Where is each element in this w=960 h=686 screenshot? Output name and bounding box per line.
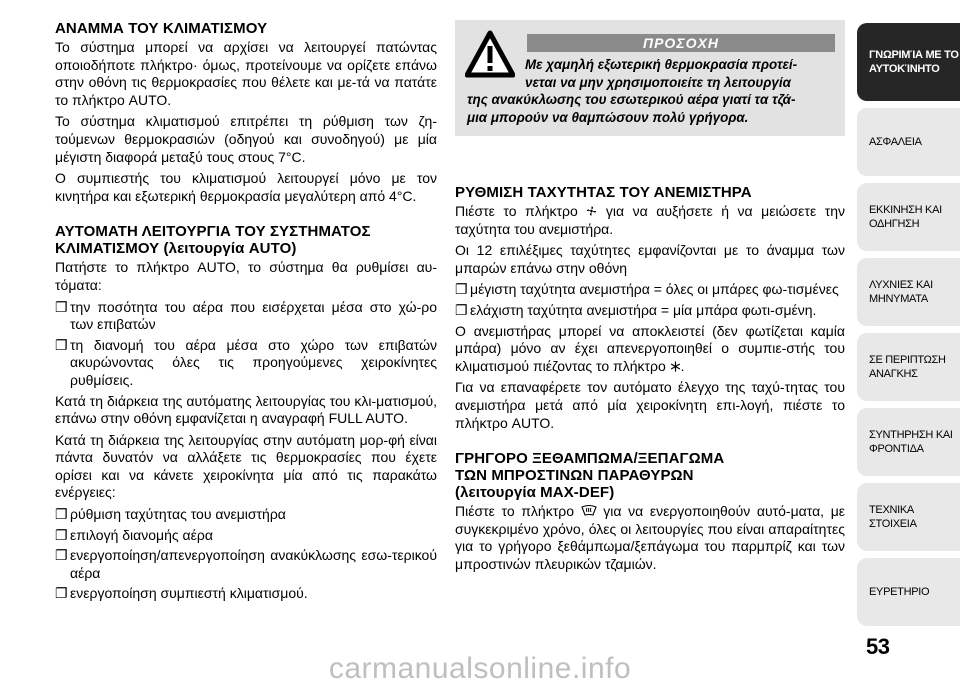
bullet-box-icon: ❐ (55, 547, 68, 564)
bullet-item: ❐ ελάχιστη ταχύτητα ανεμιστήρα = μία μπάρα φωτι-σμένη. (455, 301, 817, 318)
sidebar-tab-maintenance[interactable]: ΣΥΝΤΗΡΗΣΗ ΚΑΙ ΦΡΟΝΤΙΔΑ (857, 408, 960, 476)
paragraph: Πιέστε το πλήκτρο για να ενεργοποιηθούν αυτό-ματα, με συγκεκριμένο χρόνο, όλες οι λειτουργίες που είναι απαραίτητες για το γρήγορο ξεθάμπωμα/ξεπάγωμα του παρμπρίζ και των μπροστινών πλευρικών τζαμιών. (455, 503, 846, 572)
bullet-box-icon: ❐ (55, 585, 68, 602)
bullet-item: ❐ ενεργοποίηση συμπιεστή κλιματισμού. (55, 585, 308, 602)
bullet-box-icon: ❐ (455, 301, 468, 318)
bullet-box-icon: ❐ (55, 506, 68, 523)
heading-auto-mode (55, 223, 437, 257)
paragraph: Για να επαναφέρετε τον αυτόματο έλεγχο της ταχύ-τητας του ανεμιστήρα μετά από μία χειροκίνητη επι-λογή, πιέστε το πλήκτρο AUTO. (455, 379, 845, 431)
paragraph: Ο συμπιεστής του κλιματισμού λειτουργεί μόνο με τον κινητήρα και εξωτερική θερμοκρασία μεγαλύτερη από 4°C. (55, 170, 437, 204)
heading-line: ΑΥΤΟΜΑΤΗ ΛΕΙΤΟΥΡΓΙΑ ΤΟΥ ΣΥΣΤΗΜΑΤΟΣ (55, 223, 371, 241)
sidebar-tab-technical-data[interactable]: ΤΕΧΝΙΚΑ ΣΤΟΙΧΕΙΑ (857, 483, 960, 551)
sidebar-tab-emergency[interactable]: ΣΕ ΠΕΡΙΠΤΩΣΗ ΑΝΑΓΚΗΣ (857, 333, 960, 401)
sidebar-tab-index[interactable]: ΕΥΡΕΤΗΡΙΟ (857, 558, 960, 626)
heading-ac-on: ΑΝΑΜΜΑ ΤΟΥ ΚΛΙΜΑΤΙΣΜΟΥ (55, 20, 268, 37)
fan-icon (586, 205, 597, 217)
bullet-item: ❐ την ποσότητα του αέρα που εισέρχεται μέσα στο χώ-ρο των επιβατών (55, 298, 437, 333)
paragraph: Οι 12 επιλέξιμες ταχύτητες εμφανίζονται με το άναμμα των μπαρών επάνω στην οθόνη (455, 242, 845, 276)
bullet-item: ❐ τη διανομή του αέρα μέσα στο χώρο των επιβατών ακυρώνοντας όλες τις προηγούμενες χειροκίνητες ρυθμίσεις. (55, 336, 437, 388)
paragraph: Πιέστε το πλήκτρο για να αυξήσετε ή να μειώσετε την ταχύτητα του ανεμιστήρα. (455, 203, 846, 237)
snowflake-icon (670, 361, 681, 372)
page-number: 53 (866, 634, 890, 659)
bullet-box-icon: ❐ (55, 526, 68, 543)
sidebar-tab-starting-driving[interactable]: ΕΚΚΙΝΗΣΗ ΚΑΙ ΟΔΗΓΗΣΗ (857, 183, 960, 251)
warning-title: ΠΡΟΣΟΧΗ (527, 34, 835, 52)
paragraph: Το σύστημα κλιματισμού επιτρέπει τη ρύθμιση των ζη-τούμενων θερμοκρασιών (οδηγού και συνοδηγού) με μία μέγιστη διαφορά μεταξύ τους στους 7°C. (55, 113, 437, 165)
warning-box (455, 20, 845, 136)
windshield-defrost-icon (581, 504, 597, 517)
warning-text: Με χαμηλή εξωτερική θερμοκρασία προτεί- νεται να μην χρησιμοποιείτε τη λειτουργία της ανακύκλωσης του εσωτερικού αέρα γιατί τα τζά- μια μπορούν να θαμπώσουν πολύ γρήγορα. (467, 57, 798, 125)
watermark: carmanualsonline.info (328, 652, 632, 685)
paragraph: Ο ανεμιστήρας μπορεί να αποκλειστεί (δεν φωτίζεται καμία μπάρα) μόνο αν έχει απενεργοποιηθεί ο συμπιε-στής του κλιματισμού πιέζοντας το πλήκτρο . (455, 322, 845, 374)
bullet-item: ❐ επιλογή διανομής αέρα (55, 526, 213, 543)
bullet-item: ❐ ενεργοποίηση/απενεργοποίηση ανακύκλωσης εσω-τερικού αέρα (55, 547, 437, 581)
sidebar-tab-getting-to-know[interactable]: ΓΝΩΡΙΜΊΑ ΜΕ ΤΟ ΑΥΤΟΚΊΝΗΤΟ (857, 23, 960, 101)
paragraph: Το σύστημα μπορεί να αρχίσει να λειτουργεί πατώντας οποιοδήποτε πλήκτρο· όμως, προτείνουμε να ορίζετε επάνω στην οθόνη τις θερμοκρασίες που θέλετε και με-τά να πατάτε το πλήκτρο AUTO. (55, 39, 437, 108)
bullet-item: ❐ ρύθμιση ταχύτητας του ανεμιστήρα (55, 506, 286, 523)
right-column (455, 184, 845, 578)
left-column (55, 20, 437, 606)
bullet-box-icon: ❐ (55, 336, 68, 353)
paragraph: Κατά τη διάρκεια της λειτουργίας στην αυτόματη μορ-φή είναι πάντα δυνατόν να αλλάξετε τις θερμοκρασίες που έχετε ορίσει και να κάνετε χειροκίνητα μία από τις παρακάτω ενέργειες: (55, 431, 437, 501)
heading-max-def: ΓΡΗΓΟΡΟ ΞΕΘΑΜΠΩΜΑ/ΞΕΠΑΓΩΜΑ ΤΩΝ ΜΠΡΟΣΤΙΝΩΝ ΠΑΡΑΘΥΡΩΝ (λειτουργία MAX-DEF) (455, 450, 725, 502)
heading-line: ΚΛΙΜΑΤΙΣΜΟΥ (λειτουργία AUTO) (55, 240, 297, 258)
heading-fan-speed: ΡΥΘΜΙΣΗ ΤΑΧΥΤΗΤΑΣ ΤΟΥ ΑΝΕΜΙΣΤΗΡΑ (455, 184, 752, 201)
sidebar-tab-lights-messages[interactable]: ΛΥΧΝΙΕΣ ΚΑΙ ΜΗΝΥΜΑΤΑ (857, 258, 960, 326)
bullet-box-icon: ❐ (55, 298, 68, 315)
paragraph: Πατήστε το πλήκτρο AUTO, το σύστημα θα ρυθμίσει αυ-τόματα: (55, 259, 437, 293)
sidebar-tab-safety[interactable]: ΑΣΦΑΛΕΙΑ (857, 108, 960, 176)
paragraph: Κατά τη διάρκεια της αυτόματης λειτουργίας του κλι-ματισμού, επάνω στην οθόνη εμφανίζεται η αναγραφή FULL AUTO. (55, 392, 437, 427)
bullet-box-icon: ❐ (455, 281, 468, 298)
bullet-item: ❐ μέγιστη ταχύτητα ανεμιστήρα = όλες οι μπάρες φω-τισμένες (455, 281, 839, 298)
